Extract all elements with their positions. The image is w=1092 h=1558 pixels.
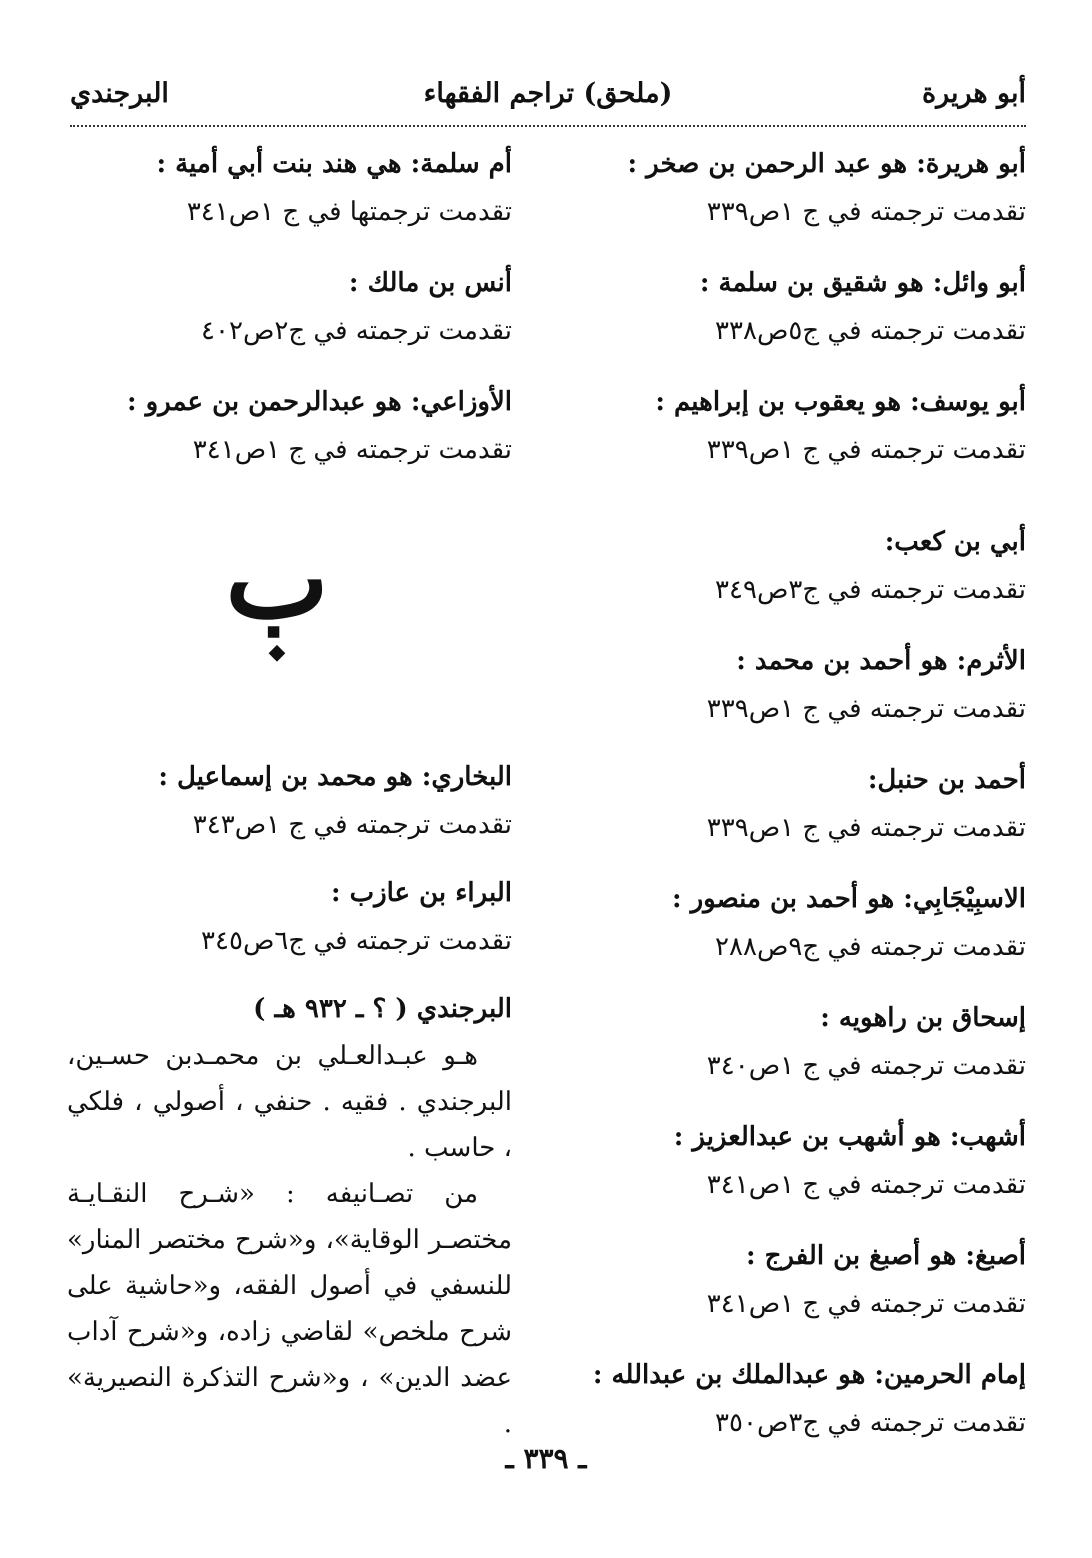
entry-umm-salama [67,140,512,236]
running-header [70,78,1026,120]
entry-name: إمام الحرمين: هو عبدالملك بن عبدالله : [592,1360,1026,1390]
entry-ref: تقدمت ترجمته في ج ١ص٣٤٣ [192,810,512,840]
entry-ref: تقدمت ترجمته في ج٩ص٢٨٨ [715,932,1026,962]
entry-name: أشهب: هو أشهب بن عبدالعزيز : [673,1122,1026,1152]
page-number: ـ ٣٣٩ ـ [505,1442,587,1475]
entry-name: الاسبِيْجَابِي: هو أحمد بن منصور : [671,884,1026,914]
entry-al-bukhari [67,753,512,849]
entry-asbagh [626,1232,1026,1328]
entry-ref: تقدمت ترجمته في ج٣ص٣٥٠ [715,1408,1026,1438]
entry-name: الأثرم: هو أحمد بن محمد : [736,646,1026,676]
entry-al-birjandi [67,985,512,1447]
entry-name: أصبغ: هو أصبغ بن الفرج : [745,1241,1026,1271]
entry-name: أنس بن مالك : [348,268,512,298]
entry-name: أم سلمة: هي هند بنت أبي أمية : [156,149,512,179]
header-last-entry: البرجندي [70,78,169,109]
entry-ref: تقدمت ترجمته في ج ١ص٣٤١ [706,1289,1026,1319]
entry-ref: تقدمت ترجمته في ج ١ص٣٤١ [192,435,512,465]
entry-ref: تقدمت ترجمته في ج ١ص٣٤١ [706,1170,1026,1200]
entry-works: من تصـانيفه : «شـرح النقـايـة مختصـر الوقاية»، و«شرح مختصر المنار» للنسفي في أصول الفقه، و«حاشية على شرح ملخص» لقاضي زاده، و«شرح آداب عضد الدين» ، و«شرح التذكرة النصيرية» . [67,1179,512,1439]
entry-abu-hurayra [626,140,1026,236]
entry-name: أبي بن كعب: [884,527,1026,557]
entry-imam-al-haramayn [592,1351,1026,1447]
entry-abu-yusuf [626,378,1026,474]
entry-biography: هـو عبـدالعـلي بن محمـدبن حسـين، البرجندي . فقيه . حنفي ، أصولي ، فلكي ، حاسب . [67,1041,512,1163]
header-dotted-rule [70,125,1026,127]
left-column [67,140,512,1447]
entry-ref: تقدمت ترجمته في ج ١ص٣٣٩ [706,813,1026,843]
entry-al-athram [626,637,1026,733]
entry-ref: تقدمت ترجمته في ج ١ص٣٣٩ [706,435,1026,465]
entry-ref: تقدمت ترجمته في ج٢ص٤٠٢ [201,316,512,346]
entry-name: الأوزاعي: هو عبدالرحمن بن عمرو : [126,387,512,417]
entry-name: البراء بن عازب : [330,878,512,908]
entry-ref: تقدمت ترجمته في ج ١ص٣٣٩ [706,197,1026,227]
section-letter: ب [225,514,329,643]
entry-ref: تقدمت ترجمته في ج٥ص٣٣٨ [715,316,1026,346]
entry-name: أحمد بن حنبل: [867,765,1026,795]
entry-name: أبو هريرة: هو عبد الرحمن بن صخر : [627,149,1026,179]
header-first-entry: أبو هريرة [921,78,1026,109]
entry-al-bara-bin-azib [67,869,512,965]
entry-name: أبو وائل: هو شقيق بن سلمة : [699,268,1026,298]
entry-name: البرجندي ( ؟ ـ ٩٣٢ هـ ) [253,994,512,1024]
entry-ref: تقدمت ترجمته في ج٣ص٣٤٩ [715,575,1026,605]
entry-ref: تقدمت ترجمته في ج ١ص٣٤٠ [706,1051,1026,1081]
entry-name: البخاري: هو محمد بن إسماعيل : [158,762,512,792]
entry-ahmad-bin-hanbal [626,756,1026,852]
entry-al-isbijabi [626,875,1026,971]
header-title: (ملحق) تراجم الفقهاء [423,78,673,109]
entry-name: أبو يوسف: هو يعقوب بن إبراهيم : [655,387,1026,417]
entry-ref: تقدمت ترجمته في ج ١ص٣٣٩ [706,694,1026,724]
right-column [592,140,1026,1447]
section-diamond-icon: ◆ [268,640,286,665]
entry-ref: تقدمت ترجمتها في ج ١ص٣٤١ [186,197,512,227]
entry-ishaq-bin-rahawayh [626,994,1026,1090]
entry-ashhab [626,1113,1026,1209]
entry-abu-wail [626,259,1026,355]
entry-ref: تقدمت ترجمته في ج٦ص٣٤٥ [201,926,512,956]
entry-al-awzai [67,378,512,474]
entry-name: إسحاق بن راهويه : [820,1003,1026,1033]
entry-ubayy-bin-kaab [626,518,1026,614]
entry-anas-bin-malik [67,259,512,355]
